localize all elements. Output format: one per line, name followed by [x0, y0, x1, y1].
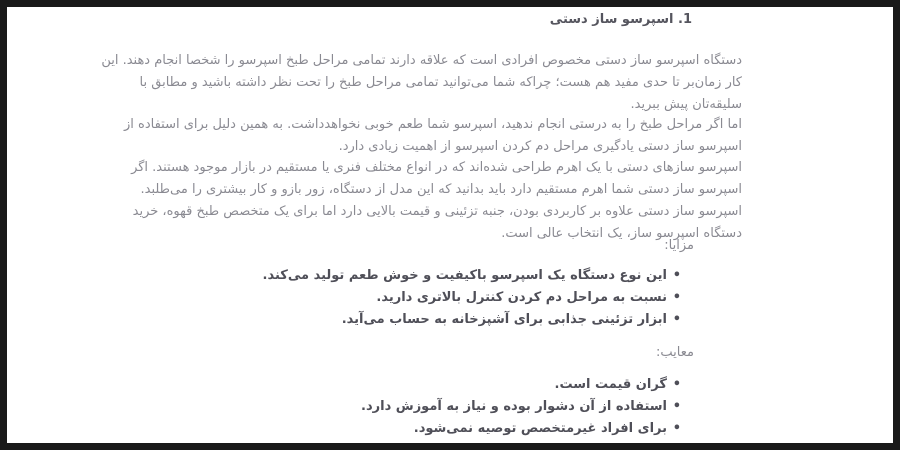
warning-paragraph: اما اگر مراحل طبخ را به درستی انجام ندهید، اسپرسو شما طعم خوبی نخواهدداشت. به همین دلیل برای استفاده از اسپرسو ساز دستی یادگیری مراحل دم کردن اسپرسو از اهمیت زیادی دارد. [124, 117, 742, 154]
cons-label: معایب: [656, 345, 694, 360]
bullet-icon: • [672, 377, 681, 392]
list-item [94, 396, 681, 418]
pros-item-text: ابزار تزئینی جذابی برای آشپزخانه به حساب می‌آید. [341, 312, 667, 327]
pros-item-text: نسبت به مراحل دم کردن کنترل بالاتری دارید. [376, 290, 667, 305]
list-item [94, 309, 681, 331]
article-content [94, 0, 742, 450]
bullet-icon: • [672, 268, 681, 283]
intro-paragraph: دستگاه اسپرسو ساز دستی مخصوص افرادی است که علاقه دارند تمامی مراحل طبخ اسپرسو را شخصا انجام دهند. این کار زمان‌بر تا حدی مفید هم هست؛ چراکه شما می‌توانید تمامی مراحل طبخ را تحت نظر داشته باشید و مطابق با سلیقه‌تان پیش ببرید. [101, 53, 742, 112]
cons-list [94, 374, 742, 440]
list-item [94, 287, 681, 309]
cons-item-text: استفاده از آن دشوار بوده و نیاز به آموزش دارد. [361, 399, 667, 414]
list-item [94, 418, 681, 440]
list-item [94, 265, 681, 287]
pros-label: مزایا: [664, 238, 694, 253]
pros-item-text: این نوع دستگاه یک اسپرسو باکیفیت و خوش طعم تولید می‌کند. [262, 268, 667, 283]
bullet-icon: • [672, 399, 681, 414]
bullet-icon: • [672, 421, 681, 436]
cons-item-text: برای افراد غیرمتخصص توصیه نمی‌شود. [413, 421, 667, 436]
cons-item-text: گران قیمت است. [554, 377, 667, 392]
bullet-icon: • [672, 290, 681, 305]
description-paragraph: اسپرسو سازهای دستی با یک اهرم طراحی شده‌اند که در انواع مختلف فنری یا مستقیم در بازار موجود هستند. اگر اسپرسو ساز دستی شما اهرم مستقیم دارد باید بدانید که این مدل از دستگاه، زور بازو و کار بیشتری را می‌طلبد. اسپرسو ساز دستی علاوه بر کاربردی بودن، جنبه تزئینی و قیمت بالایی دارد اما برای یک متخصص طبخ قهوه، خرید دستگاه اسپرسو ساز، یک انتخاب عالی است. [131, 160, 742, 241]
list-item [94, 374, 681, 396]
pros-list [94, 265, 742, 331]
section-heading: 1. اسپرسو ساز دستی [549, 12, 692, 27]
bullet-icon: • [672, 312, 681, 327]
